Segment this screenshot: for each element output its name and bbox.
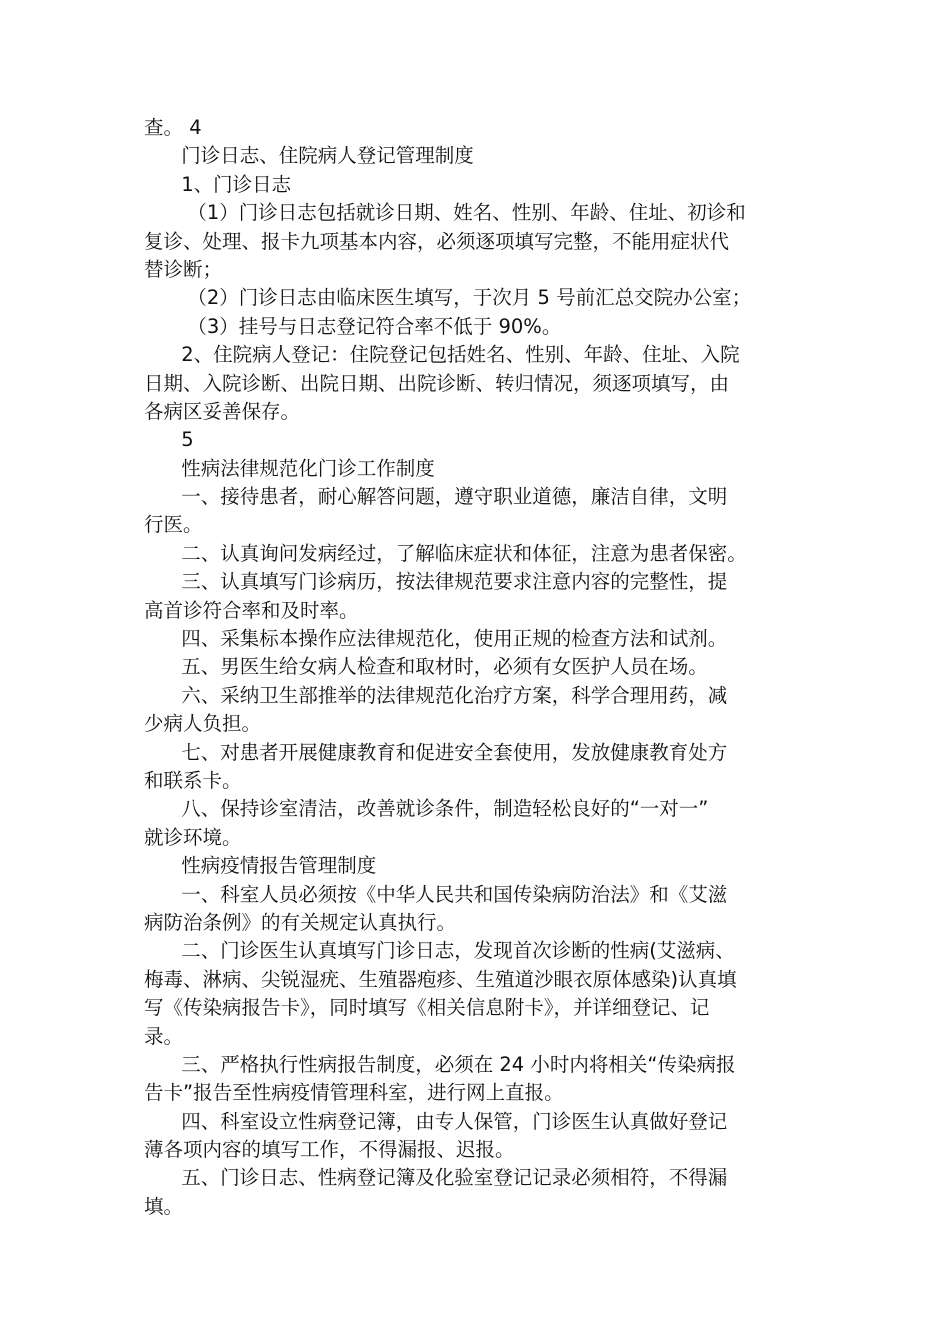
- text-line: 少病人负担。: [144, 712, 262, 736]
- text-line: 5: [144, 428, 194, 452]
- text-line: 录。: [144, 1024, 184, 1048]
- text-line: 各病区妥善保存。: [144, 399, 301, 423]
- text-line: 替诊断；: [144, 257, 223, 281]
- text-line: 四、科室设立性病登记簿，由专人保管，门诊医生认真做好登记: [144, 1109, 728, 1133]
- text-line: 高首诊符合率和及时率。: [144, 598, 359, 622]
- text-line: 告卡”报告至性病疫情管理科室，进行网上直报。: [144, 1081, 564, 1105]
- text-line: 二、认真询问发病经过，了解临床症状和体征，注意为患者保密。: [144, 541, 747, 565]
- text-line: 门诊日志、住院病人登记管理制度: [144, 144, 474, 168]
- text-line: （2）门诊日志由临床医生填写，于次月 5 号前汇总交院办公室；: [144, 286, 752, 310]
- text-line: 二、门诊医生认真填写门诊日志，发现首次诊断的性病(艾滋病、: [144, 939, 735, 963]
- text-line: 1、门诊日志: [144, 172, 292, 196]
- text-line: 八、保持诊室清洁，改善就诊条件，制造轻松良好的“一对一”: [144, 797, 709, 821]
- text-line: 性病法律规范化门诊工作制度: [144, 456, 435, 480]
- text-line: 就诊环境。: [144, 825, 242, 849]
- text-line: 填。: [144, 1194, 184, 1218]
- text-line: 三、严格执行性病报告制度，必须在 24 小时内将相关“传染病报: [144, 1052, 736, 1076]
- text-line: 日期、入院诊断、出院日期、出院诊断、转归情况，须逐项填写，由: [144, 371, 730, 395]
- text-line: 一、科室人员必须按《中华人民共和国传染病防治法》和《艾滋: [144, 882, 728, 906]
- text-line: 薄各项内容的填写工作，不得漏报、迟报。: [144, 1138, 515, 1162]
- text-line: 和联系卡。: [144, 768, 242, 792]
- text-line: 复诊、处理、报卡九项基本内容，必须逐项填写完整，不能用症状代: [144, 229, 730, 253]
- text-line: 查。 4: [144, 116, 202, 139]
- text-line: 一、接待患者，耐心解答问题，遵守职业道德，廉洁自律，文明: [144, 485, 728, 509]
- document-body: [144, 114, 808, 1221]
- text-line: 行医。: [144, 513, 203, 537]
- text-line: 五、门诊日志、性病登记簿及化验室登记记录必须相符，不得漏: [144, 1166, 728, 1190]
- text-line: 三、认真填写门诊病历，按法律规范要求注意内容的完整性，提: [144, 570, 728, 594]
- text-line: 四、采集标本操作应法律规范化，使用正规的检查方法和试剂。: [144, 627, 728, 651]
- text-line: 六、采纳卫生部推举的法律规范化治疗方案，科学合理用药，减: [144, 683, 728, 707]
- text-line: 五、男医生给女病人检查和取材时，必须有女医护人员在场。: [144, 655, 708, 679]
- text-line: 病防治条例》的有关规定认真执行。: [144, 910, 457, 934]
- text-line: 写《传染病报告卡》，同时填写《相关信息附卡》，并详细登记、记: [144, 996, 710, 1020]
- text-line: 梅毒、淋病、尖锐湿疣、生殖器疱疹、生殖道沙眼衣原体感染)认真填: [144, 967, 737, 991]
- text-line: （1）门诊日志包括就诊日期、姓名、性别、年龄、住址、初诊和: [144, 201, 746, 225]
- text-line: 性病疫情报告管理制度: [144, 854, 377, 878]
- text-line: （3）挂号与日志登记符合率不低于 90%。: [144, 314, 562, 338]
- text-line: 七、对患者开展健康教育和促进安全套使用，发放健康教育处方: [144, 740, 728, 764]
- text-line: 2、住院病人登记：住院登记包括姓名、性别、年龄、住址、入院: [144, 343, 740, 367]
